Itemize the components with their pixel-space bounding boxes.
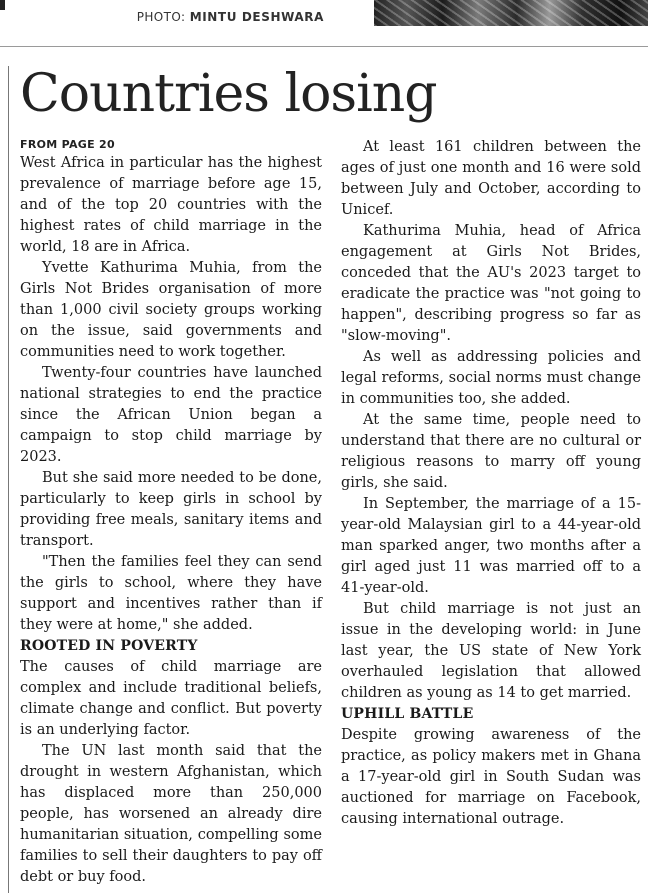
paragraph: "Then the families feel they can send the girls to school, where they have support and incentives rather than if they were at home," she added. [20, 554, 322, 633]
photo-credit-label: PHOTO: [136, 10, 186, 24]
article-column-left [20, 137, 322, 888]
article-column-right [341, 137, 641, 830]
paragraph: As well as addressing policies and legal reforms, social norms must change in communities too, she added. [341, 349, 641, 407]
subheading: UPHILL BATTLE [341, 706, 474, 722]
paragraph: The UN last month said that the drought in western Afghanistan, which has displaced more than 250,000 people, has worsened an already dire humanitarian situation, compelling some families to sell their daughters to pay off debt or buy food. [20, 743, 322, 885]
paragraph: At the same time, people need to understand that there are no cultural or religious reasons to marry off young girls, she said. [341, 412, 641, 491]
paragraph: In September, the marriage of a 15-year-old Malaysian girl to a 44-year-old man sparked anger, two months after a girl aged just 11 was married off to a 41-year-old. [341, 496, 641, 596]
photo-credit [137, 10, 324, 24]
paragraph: Despite growing awareness of the practice, as policy makers met in Ghana a 17-year-old girl in South Sudan was auctioned for marriage on Facebook, causing international outrage. [341, 727, 641, 827]
paragraph: The causes of child marriage are complex and include traditional beliefs, climate change and conflict. But poverty is an underlying factor. [20, 659, 322, 738]
paragraph: Kathurima Muhia, head of Africa engagement at Girls Not Brides, conceded that the AU's 2023 target to eradicate the practice was "not going to happen", describing progress so far as "slow-moving". [341, 223, 641, 344]
paragraph: But child marriage is not just an issue in the developing world: in June last year, the US state of New York overhauled legislation that allowed children as young as 14 to get married. [341, 601, 641, 701]
column-rule [8, 66, 9, 893]
paragraph: Yvette Kathurima Muhia, from the Girls Not Brides organisation of more than 1,000 civil society groups working on the issue, said governments and communities need to work together. [20, 260, 322, 360]
paragraph: But she said more needed to be done, particularly to keep girls in school by providing free meals, sanitary items and transport. [20, 470, 322, 549]
photo-image-edge [374, 0, 648, 26]
continuation-label: FROM PAGE 20 [20, 138, 115, 151]
photo-credit-bar [0, 0, 648, 47]
paragraph: At least 161 children between the ages of just one month and 16 were sold between July and October, according to Unicef. [341, 139, 641, 218]
photographer-name: MINTU DESHWARA [189, 10, 324, 24]
paragraph: West Africa in particular has the highest prevalence of marriage before age 15, and of the top 20 countries with the highest rates of child marriage in the world, 18 are in Africa. [20, 155, 322, 255]
paragraph: Twenty-four countries have launched national strategies to end the practice since the African Union began a campaign to stop child marriage by 2023. [20, 365, 322, 465]
subheading: ROOTED IN POVERTY [20, 638, 198, 654]
column-rule-tick [0, 0, 5, 10]
headline: Countries losing [20, 64, 437, 124]
